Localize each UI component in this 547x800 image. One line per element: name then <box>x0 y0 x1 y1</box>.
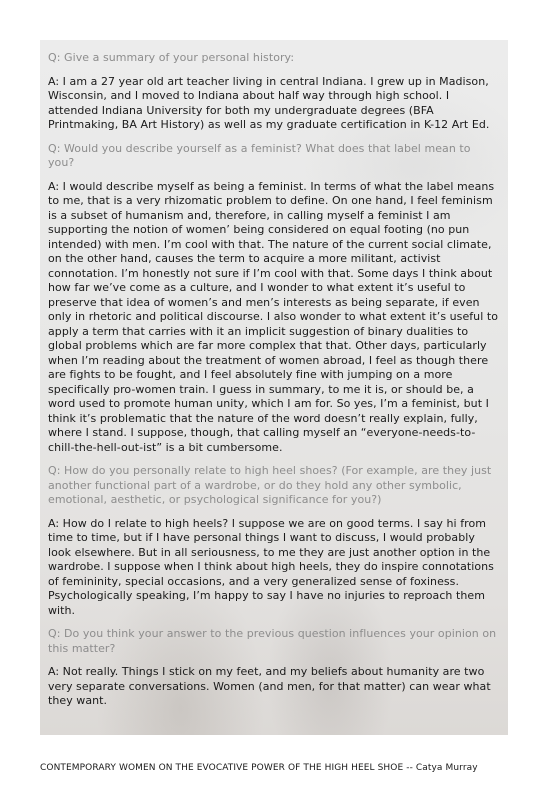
question-2: Q: Would you describe yourself as a feminist? What does that label mean to you? <box>48 141 471 169</box>
question-4: Q: Do you think your answer to the previous question influences your opinion on this matter? <box>48 627 497 655</box>
answer-2: A: I would describe myself as being a feminist. In terms of what the label means to me, that is a very rhizomatic problem to define. On one hand, I feel feminism is a subset of humanism and, therefore, in calling myself a feminist I am supporting the notion of women’ being considered on equal footing (no pun intended) with men. I’m cool with that. The nature of the current social climate, on the other hand, causes the term to acquire a more militant, activist connotation. I’m honestly not sure if I’m cool with that. Some days I think about how far we’ve come as a culture, and I wonder to what extent it’s useful to preserve that idea of women’s and men’s interests as being separate, if even only in rhetoric and political discourse. I also wonder to what extent it’s useful to apply a term that carries with it an implicit suggestion of binary dualities to global problems which are far more complex that that. Other days, particularly when I’m reading about the treatment of women abroad, I feel as though there are fights to be fought, and I feel absolutely fine with jumping on a more specifically pro-women train. I guess in summary, to me it is, or should be, a word used to promote human unity, which I am for. So yes, I’m a feminist, but I think it’s problematic that the nature of the word doesn’t really explain, fully, where I stand. I suppose, though, that calling myself an “everyone-needs-to-chill-the-hell-out-ist” is a bit cumbersome. <box>48 179 499 454</box>
page-footer: CONTEMPORARY WOMEN ON THE EVOCATIVE POWER OF THE HIGH HEEL SHOE -- Catya Murray <box>40 763 478 773</box>
answer-4: A: Not really. Things I stick on my feet, and my beliefs about humanity are two very separate conversations. Women (and men, for that matter) can wear what they want. <box>48 665 491 707</box>
question-1: Q: Give a summary of your personal history: <box>48 51 295 64</box>
answer-1: A: I am a 27 year old art teacher living in central Indiana. I grew up in Madison, Wisconsin, and I moved to Indiana about half way through high school. I attended Indiana University for both my undergraduate degrees (BFA Printmaking, BA Art History) as well as my graduate certification in K-12 Art Ed. <box>48 74 490 131</box>
question-3: Q: How do you personally relate to high heel shoes? (For example, are they just another functional part of a wardrobe, or do they hold any other symbolic, emotional, aesthetic, or psychological significance for you?) <box>48 464 492 506</box>
interview-panel <box>40 40 508 735</box>
answer-3: A: How do I relate to high heels? I suppose we are on good terms. I say hi from time to time, but if I have personal things I want to discuss, I would probably look elsewhere. But in all seriousness, to me they are just another option in the wardrobe. I suppose when I think about high heels, they do inspire connotations of femininity, special occasions, and a very generalized sense of foxiness. Psychologically speaking, I’m happy to say I have no injuries to reproach them with. <box>48 516 494 617</box>
